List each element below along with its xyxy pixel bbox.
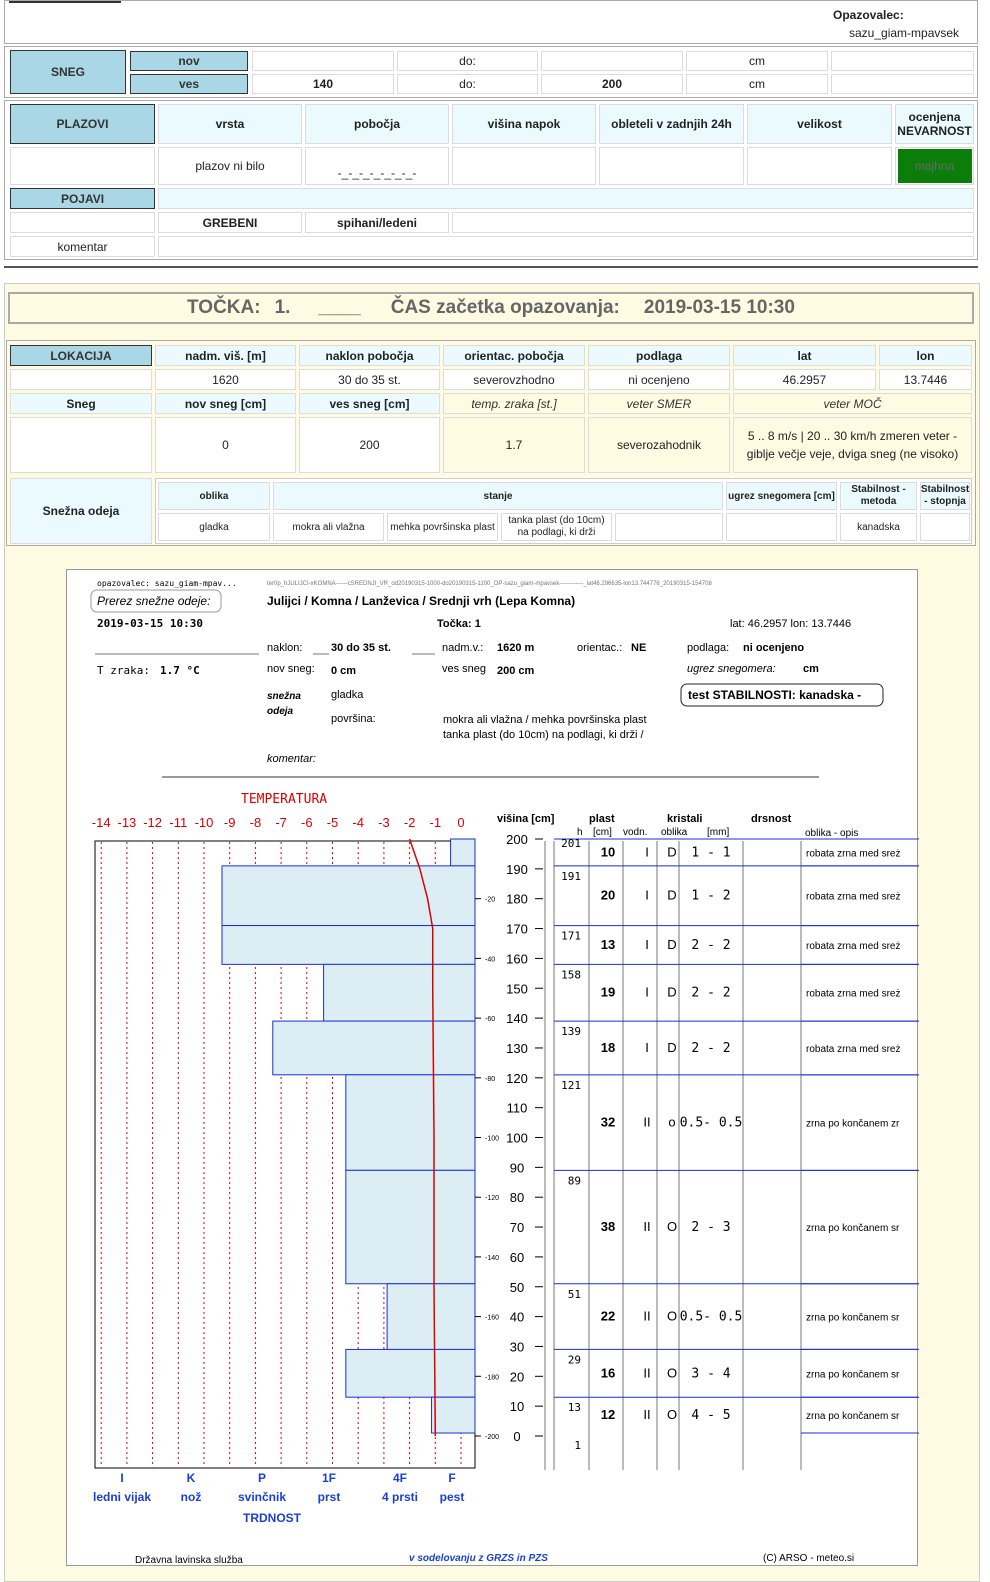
profile-title: Prerez snežne odeje: (97, 594, 211, 608)
layer-opis: robata zrna med sreż (806, 891, 901, 903)
temp-tick-label: 0 (457, 815, 465, 830)
odeja-v-stopnja (920, 513, 970, 541)
small-tick-label: -100 (485, 1135, 500, 1143)
layer-bar (222, 926, 475, 965)
lok-h-lat: lat (733, 345, 876, 366)
height-tick-label: 60 (509, 1249, 525, 1265)
trdnost-code: F (448, 1471, 456, 1485)
observer-label: Opazovalec: (833, 8, 904, 22)
layer-opis: robata zrna med sreż (806, 940, 901, 952)
lok-h-podlaga: podlaga (588, 345, 730, 366)
lok-h-orient: orientac. pobočja (443, 345, 585, 366)
layer-plast-cm: 16 (600, 1365, 616, 1381)
tocka-header (8, 292, 974, 324)
height-tick-label: 200 (506, 832, 528, 847)
odeja-v-metoda: kanadska (840, 513, 917, 541)
layer-vodn: I (645, 844, 649, 860)
layer-h-top: 51 (567, 1287, 581, 1301)
sneg-nov-extra (831, 51, 974, 71)
cas-label: ČAS začetka opazovanja: (390, 297, 620, 318)
odeja-v-ugrez (726, 513, 837, 541)
profile-naklon-label: naklon: (267, 642, 303, 654)
sneg-label: SNEG (10, 50, 126, 94)
layer-opis: robata zrna med sreż (806, 1043, 901, 1055)
col-drsnost: drsnost (751, 813, 792, 825)
layer-bar (324, 964, 475, 1021)
height-tick-label: 170 (506, 921, 528, 937)
sneg-v-temp: 1.7 (443, 417, 585, 473)
lok-h-lon: lon (879, 345, 972, 366)
odeja-v-stanje-3: tanka plast (do 10cm) na podlagi, ki drži (501, 513, 612, 541)
trdnost-code: 4F (392, 1471, 408, 1485)
sneg-nov-do: do: (397, 51, 538, 71)
plazovi-vrsta-value: plazov ni bilo (158, 147, 302, 185)
profile-podlaga: ni ocenjeno (743, 642, 805, 654)
layer-vodn: II (643, 1308, 651, 1324)
trdnost-name: ledni vijak (92, 1490, 152, 1504)
layer-vodn: I (645, 887, 649, 903)
layer-mm: 4 - 5 (691, 1408, 731, 1424)
layer-bottom-label: 1 (574, 1439, 581, 1452)
footer-center: v sodelovanju z GRZS in PZS (409, 1553, 548, 1564)
col-mm: [mm] (707, 827, 730, 838)
layer-mm: 0.5- 0.5 (679, 1309, 743, 1325)
layer-opis: zrna po končanem sr (806, 1369, 900, 1381)
layer-vodn: I (645, 936, 649, 952)
layer-mm: 1 - 2 (691, 888, 731, 904)
temp-tick-label: -11 (169, 815, 188, 830)
temp-tick-label: -12 (143, 815, 162, 830)
profile-vessneg: 200 cm (497, 665, 535, 677)
small-tick-label: -140 (485, 1254, 500, 1262)
height-tick-label: 80 (509, 1190, 525, 1206)
temp-tick-label: -10 (194, 815, 214, 830)
odeja-h-ugrez: ugrez snegomera [cm] (726, 482, 837, 510)
height-tick-label: 190 (506, 861, 528, 877)
pojavi-bar (158, 188, 974, 209)
col-oblika: oblika (661, 827, 688, 838)
lok-v-nadm: 1620 (155, 369, 296, 390)
sneg-sub-label: Sneg (10, 393, 152, 414)
temp-tick-label: -1 (429, 815, 442, 830)
height-ticks (506, 832, 543, 1444)
layer-h-top: 13 (567, 1401, 581, 1415)
layer-oblika: o (668, 1114, 676, 1130)
layer-plast-cm: 10 (600, 844, 616, 860)
temp-tick-label: -3 (378, 815, 390, 830)
height-tick-label: 70 (509, 1220, 525, 1236)
profile-povrsina2: tanka plast (do 10cm) na podlagi, ki drži / (443, 729, 644, 741)
trdnost-name: prst (317, 1490, 341, 1504)
small-tick-label: -20 (485, 896, 496, 904)
lokacija-label: LOKACIJA (10, 345, 152, 366)
sneg-h-veter-moc: veter MOČ (733, 393, 972, 414)
layer-opis: zrna po končanem sr (806, 1223, 900, 1235)
profile-file-line: ter0p_hJULIJCI-xKOMNA------cSREDNJI_VR_od20190315-1000-do20190315-1100_OP-sazu_giam-mpavsek------------_lat46.296635-lon13.744776_20190315-154708 (267, 581, 712, 587)
trdnost-name: nož (180, 1490, 202, 1504)
layer-oblika: D (667, 844, 677, 860)
height-tick-label: 20 (509, 1369, 525, 1385)
layer-vodn: I (645, 984, 649, 1000)
layer-mm: 2 - 2 (691, 985, 731, 1001)
plazovi-row-blank (10, 147, 155, 185)
col-kristali: kristali (667, 813, 703, 825)
col-cm: [cm] (593, 827, 612, 838)
komentar-label: komentar (10, 236, 155, 257)
sneg-ves-cm: cm (686, 74, 828, 94)
plazovi-h-vrsta: vrsta (158, 104, 302, 144)
layer-vodn: II (643, 1114, 651, 1130)
layer-h-top: 139 (561, 1025, 581, 1039)
profile-tzraka-label: T zraka: (97, 664, 150, 677)
layer-oblika: D (667, 936, 677, 952)
layer-bar (432, 1397, 475, 1433)
tocka-title: TOČKA: (187, 297, 261, 318)
sneg-h-ves: ves sneg [cm] (299, 393, 440, 414)
height-tick-label: 30 (509, 1339, 525, 1355)
temp-tick-label: -5 (326, 815, 339, 830)
footer-right: (C) ARSO - meteo.si (763, 1553, 855, 1564)
nevarnost-badge (895, 147, 974, 185)
sneg-nov-label: nov (130, 51, 248, 71)
layer-vodn: I (645, 1039, 649, 1055)
col-opis: oblika - opis (805, 828, 859, 839)
height-tick-label: 50 (509, 1279, 525, 1295)
top-left-line (9, 1, 121, 3)
height-tick-label: 130 (506, 1040, 528, 1056)
pojavi-item-rest (452, 212, 974, 233)
layer-mm: 2 - 2 (691, 937, 731, 953)
layer-opis: zrna po končanem zr (806, 1118, 900, 1130)
layer-vodn: II (643, 1407, 651, 1423)
plazovi-pobocja-value: -_-_-_-_-_-_-_- (305, 147, 449, 185)
trdnost-code: P (257, 1471, 267, 1485)
layer-mm: 2 - 2 (691, 1040, 731, 1056)
layer-plast-cm: 32 (600, 1114, 616, 1130)
profile-novsneg-label: nov sneg: (267, 663, 315, 675)
layer-plast-cm: 38 (600, 1219, 616, 1235)
lok-v-lon: 13.7446 (879, 369, 972, 390)
profile-nadmv: 1620 m (497, 642, 535, 654)
plazovi-obleteli-value (599, 147, 744, 185)
layer-h-top: 89 (567, 1174, 581, 1188)
layer-plast-cm: 12 (600, 1407, 616, 1423)
temp-tick-label: -14 (91, 815, 111, 830)
height-tick-label: 40 (509, 1309, 525, 1325)
layer-bars (222, 839, 475, 1433)
layer-mm: 1 - 1 (691, 845, 731, 861)
profile-location: Julijci / Komna / Lanževica / Srednji vrh (Lepa Komna) (267, 594, 576, 608)
layer-table (554, 837, 919, 1452)
lok-v-podlaga: ni ocenjeno (588, 369, 730, 390)
profile-datetime: 2019-03-15 10:30 (97, 617, 203, 630)
layer-oblika: O (666, 1365, 678, 1381)
small-tick-label: -160 (485, 1314, 500, 1322)
layer-bar (451, 839, 475, 866)
layer-oblika: O (666, 1407, 678, 1423)
layer-plast-cm: 13 (600, 936, 616, 952)
trdnost-code: I (120, 1471, 124, 1485)
pojavi-item-spihani: spihani/ledeni (305, 212, 449, 233)
komentar-value (158, 236, 974, 257)
layer-plast-cm: 19 (600, 984, 616, 1000)
trdnost-name: svinčnik (237, 1490, 287, 1504)
col-visina: višina [cm] (497, 813, 555, 825)
layer-bar (346, 1170, 475, 1283)
lok-v-naklon: 30 do 35 st. (299, 369, 440, 390)
layer-mm: 2 - 3 (691, 1220, 731, 1236)
sneg-ves-label: ves (130, 74, 248, 94)
plazovi-h-visina: višina napok (452, 104, 596, 144)
cas-value: 2019-03-15 10:30 (643, 297, 795, 318)
sneg-v-veter-smer: severozahodnik (588, 417, 730, 473)
plazovi-velikost-value (747, 147, 892, 185)
profile-gladka: gladka (331, 689, 364, 701)
layer-plast-cm: 18 (600, 1039, 616, 1055)
plazovi-h-pobocja: pobočja (305, 104, 449, 144)
height-tick-label: 120 (506, 1070, 528, 1086)
sneg-v-nov: 0 (155, 417, 296, 473)
odeja-label: Snežna odeja (10, 478, 152, 544)
tocka-number: 1. (274, 297, 291, 318)
plazovi-h-velikost: velikost (747, 104, 892, 144)
small-tick-label: -180 (485, 1374, 500, 1382)
odeja-v-stanje-4 (615, 513, 723, 541)
profile-komentar: komentar: (267, 753, 316, 765)
height-tick-label: 110 (506, 1100, 528, 1116)
nevarnost-value: majhna (898, 149, 972, 183)
trdnost-code: K (186, 1471, 196, 1485)
layer-bar (273, 1021, 475, 1075)
layer-bar (222, 866, 475, 926)
layer-opis: zrna po končanem sr (806, 1312, 900, 1324)
sneg-v-veter-moc: 5 .. 8 m/s | 20 .. 30 km/h zmeren veter - giblje večje veje, dviga sneg (ne visoko) (733, 417, 972, 473)
lok-v-lat: 46.2957 (733, 369, 876, 390)
height-tick-label: 160 (506, 951, 528, 967)
height-tick-label: 140 (506, 1011, 528, 1027)
layer-oblika: O (666, 1219, 678, 1235)
profile-nadmv-label: nadm.v.: (442, 642, 484, 654)
layer-mm: 3 - 4 (691, 1366, 731, 1382)
layer-plast-cm: 22 (600, 1308, 616, 1324)
layer-oblika: D (667, 984, 677, 1000)
profile-povrsina1: mokra ali vlažna / mehka površinska plast (443, 714, 647, 726)
height-tick-label: 0 (513, 1429, 521, 1444)
profile-svg (67, 570, 919, 1567)
profile-naklon: 30 do 35 st. (331, 642, 391, 654)
pojavi-blank (10, 212, 155, 233)
plazovi-h-nevarnost: ocenjena NEVARNOST (895, 104, 974, 144)
stabilnost-text: test STABILNOSTI: kanadska - (688, 688, 862, 702)
tocka-blank: ____ (318, 297, 361, 318)
observer-panel (4, 0, 978, 44)
profile-orientac: NE (631, 642, 647, 654)
plazovi-visina-value (452, 147, 596, 185)
temp-tick-label: -4 (352, 815, 364, 830)
layer-bar (346, 1075, 475, 1171)
layer-h-top: 201 (561, 837, 581, 851)
trdnost-name: 4 prsti (381, 1490, 419, 1504)
layer-vodn: II (643, 1365, 651, 1381)
sneg-v-blank (10, 417, 152, 473)
layer-plast-cm: 20 (600, 887, 616, 903)
height-tick-label: 180 (506, 891, 528, 907)
profile-observer-line: opazovalec: sazu_giam-mpav... (97, 579, 237, 588)
profile-orientac-label: orientac.: (577, 642, 623, 654)
layer-opis: robata zrna med sreż (806, 988, 901, 1000)
profile-vessneg-label: ves sneg (442, 663, 487, 675)
sneg-ves-from: 140 (252, 74, 394, 94)
small-tick-label: -60 (485, 1016, 496, 1024)
sneg-v-ves: 200 (299, 417, 440, 473)
small-tick-label: -120 (485, 1195, 500, 1203)
sneg-nov-cm: cm (686, 51, 828, 71)
snow-profile (66, 569, 918, 1566)
sneg-nov-from (252, 51, 394, 71)
layer-vodn: II (643, 1219, 651, 1235)
plazovi-h-obleteli: obleteli v zadnjih 24h (599, 104, 744, 144)
height-tick-label: 90 (509, 1160, 525, 1176)
pojavi-label: POJAVI (10, 188, 155, 209)
profile-ugrez: cm (803, 663, 819, 675)
layer-oblika: D (667, 887, 677, 903)
odeja-h-stanje: stanje (273, 482, 723, 510)
odeja-v-oblika: gladka (158, 513, 270, 541)
temperatura-label: TEMPERATURA (241, 792, 328, 807)
sneg-ves-to: 200 (541, 74, 683, 94)
lok-v-orient: severovzhodno (443, 369, 585, 390)
odeja-h-stab-metoda: Stabilnost - metoda (840, 482, 917, 510)
section-divider (4, 266, 978, 268)
odeja-v-stanje-2: mehka površinska plast (387, 513, 498, 541)
plazovi-label: PLAZOVI (10, 104, 155, 144)
profile-ugrez-label: ugrez snegomera: (687, 663, 776, 675)
layer-oblika: O (666, 1308, 678, 1324)
observer-value: sazu_giam-mpavsek (849, 26, 960, 40)
sneg-h-veter-smer: veter SMER (588, 393, 730, 414)
small-tick-label: -200 (485, 1434, 500, 1441)
profile-tzraka: 1.7 °C (160, 664, 200, 677)
sneg-h-temp: temp. zraka [st.] (443, 393, 585, 414)
temp-tick-label: -13 (117, 815, 137, 830)
layer-h-top: 191 (561, 869, 581, 883)
lok-h-naklon: naklon pobočja (299, 345, 440, 366)
odeja-v-stanje-1: mokra ali vlažna (273, 513, 384, 541)
sneg-h-nov: nov sneg [cm] (155, 393, 296, 414)
profile-novsneg: 0 cm (331, 665, 357, 677)
layer-mm: 0.5- 0.5 (679, 1115, 743, 1131)
trdnost-axis (93, 1471, 464, 1504)
layer-opis: robata zrna med sreż (806, 848, 901, 860)
col-vodn: vodn. (623, 827, 648, 838)
profile-podlaga-label: podlaga: (687, 642, 730, 654)
layer-h-top: 171 (561, 929, 581, 943)
layer-opis: zrna po končanem sr (806, 1411, 900, 1423)
profile-latlon: lat: 46.2957 lon: 13.7446 (730, 618, 852, 630)
temp-tick-label: -6 (301, 815, 313, 830)
temp-tick-label: -9 (223, 815, 236, 830)
temp-tick-label: -8 (249, 815, 262, 830)
height-tick-label: 150 (506, 981, 528, 997)
layer-bar (387, 1284, 475, 1350)
lok-h-nadm: nadm. viš. [m] (155, 345, 296, 366)
layer-bar (346, 1349, 475, 1397)
sneg-ves-do: do: (397, 74, 538, 94)
trdnost-code: 1F (321, 1471, 337, 1485)
small-ticks (475, 897, 499, 1441)
profile-snezna-label: snežna (267, 691, 301, 702)
temp-tick-label: -7 (275, 815, 287, 830)
profile-odeja-label: odeja (267, 706, 294, 717)
pojavi-item-grebeni: GREBENI (158, 212, 302, 233)
trdnost-label: TRDNOST (243, 1511, 301, 1525)
height-tick-label: 100 (506, 1130, 528, 1146)
layer-h-top: 121 (561, 1078, 581, 1092)
layer-h-top: 158 (561, 968, 581, 982)
odeja-h-oblika: oblika (158, 482, 270, 510)
height-tick-label: 10 (509, 1399, 525, 1415)
lok-v-blank (10, 369, 152, 390)
layer-oblika: D (667, 1039, 677, 1055)
trdnost-name: pest (439, 1490, 465, 1504)
footer-left: Državna lavinska služba (135, 1555, 243, 1566)
col-h: h (577, 827, 583, 838)
layer-h-top: 29 (567, 1353, 581, 1367)
temp-ticks (92, 815, 465, 830)
temp-tick-label: -2 (403, 815, 416, 830)
odeja-h-stab-stopnja: Stabilnost - stopnja (920, 482, 970, 510)
profile-tocka: Točka: 1 (437, 618, 481, 630)
profile-povrsina-label: površina: (331, 713, 376, 725)
small-tick-label: -40 (485, 956, 496, 964)
col-plast: plast (589, 813, 615, 825)
sneg-ves-extra (831, 74, 974, 94)
small-tick-label: -80 (485, 1075, 496, 1083)
sneg-nov-to (541, 51, 683, 71)
